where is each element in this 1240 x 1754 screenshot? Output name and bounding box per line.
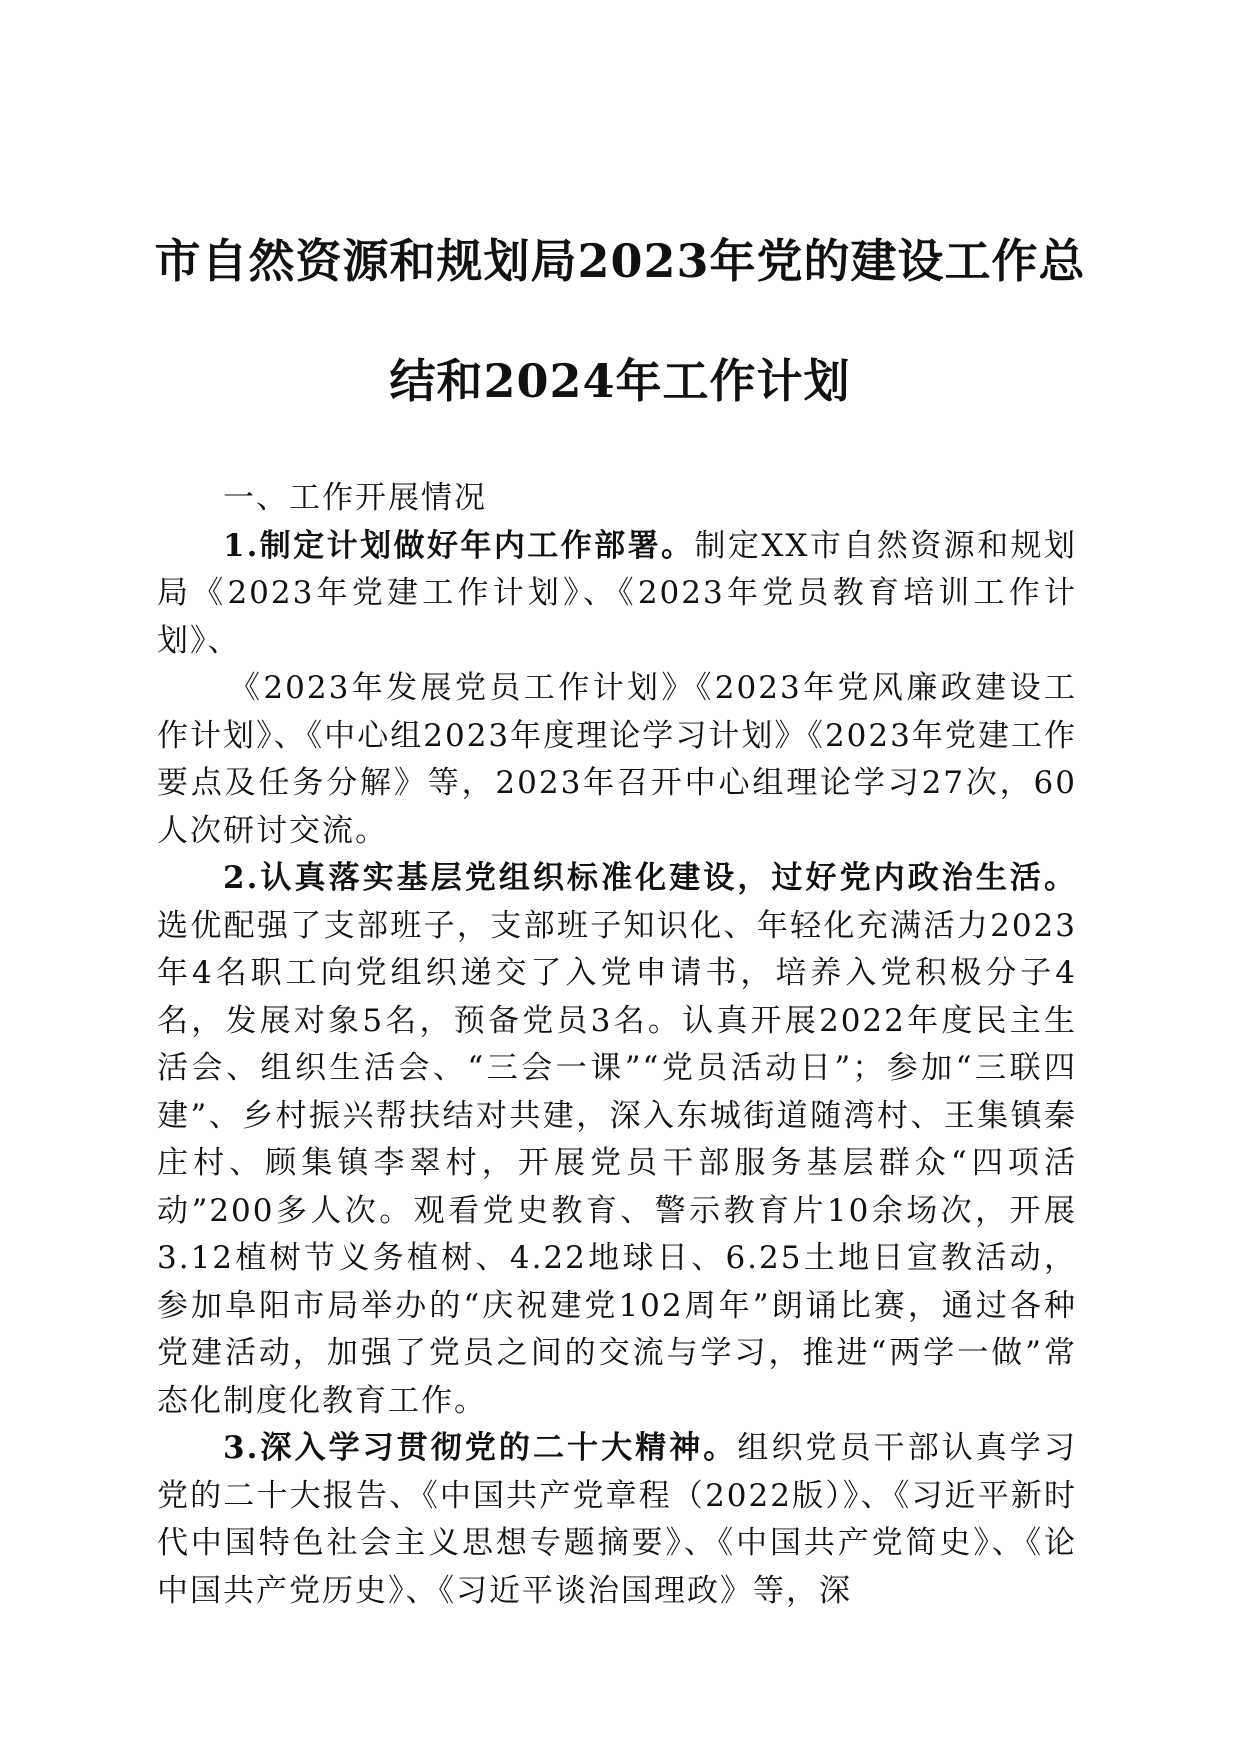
paragraph-1-lead: 1.制定计划做好年内工作部署。 [223, 527, 695, 564]
paragraph-1-continued-body: 《2023年发展党员工作计划》《2023年党风廉政建设工作计划》、《中心组2023年度理论学习计划》《2023年党建工作要点及任务分解》等，2023年召开中心组理论学习27次，60人次研讨交流。 [157, 670, 1077, 849]
document-title-line-1: 市自然资源和规划局2023年党的建设工作总 [154, 234, 1086, 288]
document-title-line-2: 结和2024年工作计划 [389, 354, 851, 408]
paragraph-1-body: 制定XX市自然资源和规划局《2023年党建工作计划》、《2023年党员教育培训工作计划》、 [157, 527, 1077, 659]
paragraph-2 [157, 855, 1077, 1425]
paragraph-2-lead: 2.认真落实基层党组织标准化建设，过好党内政治生活。 [223, 860, 1077, 896]
document-body [157, 475, 1077, 1615]
paragraph-1 [157, 523, 1077, 666]
paragraph-1-continued [157, 665, 1077, 855]
paragraph-3 [157, 1425, 1077, 1615]
paragraph-2-body: 选优配强了支部班子，支部班子知识化、年轻化充满活力2023年4名职工向党组织递交了入党申请书，培养入党积极分子4名，发展对象5名，预备党员3名。认真开展2022年度民主生活会、组织生活会、“三会一课”“党员活动日”；参加“三联四建”、乡村振兴帮扶结对共建，深入东城街道随湾村、王集镇秦庄村、顾集镇李翠村，开展党员干部服务基层群众“四项活动”200多人次。观看党史教育、警示教育片10余场次，开展3.12植树节义务植树、4.22地球日、6.25土地日宣教活动，参加阜阳市局举办的“庆祝建党102周年”朗诵比赛，通过各种党建活动，加强了党员之间的交流与学习，推进“两学一做”常态化制度化教育工作。 [157, 907, 1077, 1419]
paragraph-3-lead: 3.深入学习贯彻党的二十大精神。 [223, 1430, 738, 1466]
paragraph-3-body: 组织党员干部认真学习党的二十大报告、《中国共产党章程（2022版）》、《习近平新时代中国特色社会主义思想专题摘要》、《中国共产党简史》、《论中国共产党历史》、《习近平谈治国理政》等，深 [157, 1430, 1077, 1609]
section-heading: 一、工作开展情况 [223, 480, 487, 516]
